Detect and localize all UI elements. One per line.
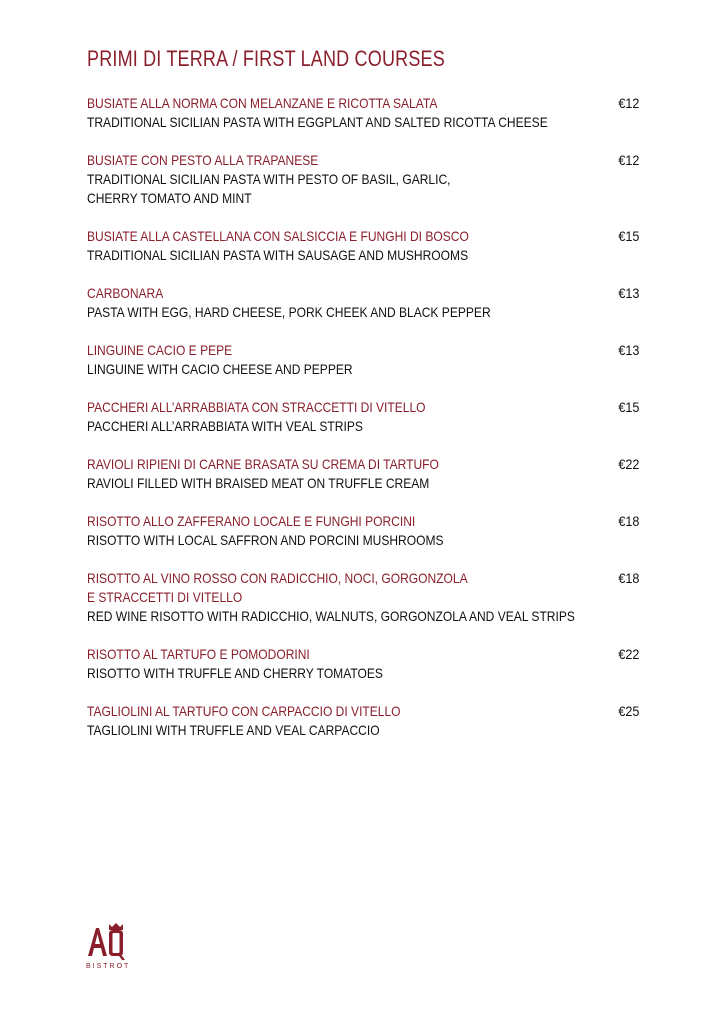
dish-name: TAGLIOLINI AL TARTUFO CON CARPACCIO DI VITELLO xyxy=(87,703,401,719)
dish-price: €12 xyxy=(617,95,639,111)
dish-name: RISOTTO ALLO ZAFFERANO LOCALE E FUNGHI PORCINI xyxy=(87,513,416,529)
dish-name: BUSIATE CON PESTO ALLA TRAPANESE xyxy=(87,152,319,168)
dish-description: PACCHERI ALL’ARRABBIATA WITH VEAL STRIPS xyxy=(87,418,363,434)
menu-item xyxy=(87,645,639,683)
dish-description: TRADITIONAL SICILIAN PASTA WITH EGGPLANT AND SALTED RICOTTA CHEESE xyxy=(87,114,548,130)
menu-item xyxy=(87,227,639,265)
dish-name: RISOTTO AL VINO ROSSO CON RADICCHIO, NOCI, GORGONZOLA xyxy=(87,570,468,586)
dish-name: LINGUINE CACIO E PEPE xyxy=(87,342,233,358)
dish-description: CHERRY TOMATO AND MINT xyxy=(87,190,252,206)
dish-description: TAGLIOLINI WITH TRUFFLE AND VEAL CARPACCIO xyxy=(87,722,380,738)
dish-price: €22 xyxy=(617,646,639,662)
menu-item xyxy=(87,569,639,626)
dish-price: €15 xyxy=(617,228,639,244)
menu-item xyxy=(87,94,639,132)
menu-list xyxy=(87,94,639,759)
menu-item xyxy=(87,284,639,322)
dish-name: RAVIOLI RIPIENI DI CARNE BRASATA SU CREMA DI TARTUFO xyxy=(87,456,439,472)
menu-item xyxy=(87,455,639,493)
menu-item xyxy=(87,151,639,208)
dish-description: RISOTTO WITH LOCAL SAFFRON AND PORCINI MUSHROOMS xyxy=(87,532,444,548)
dish-description: TRADITIONAL SICILIAN PASTA WITH SAUSAGE AND MUSHROOMS xyxy=(87,247,469,263)
dish-price: €18 xyxy=(617,513,639,529)
dish-description: RISOTTO WITH TRUFFLE AND CHERRY TOMATOES xyxy=(87,665,383,681)
aq-monogram-icon xyxy=(86,922,128,960)
dish-price: €15 xyxy=(617,399,639,415)
dish-price: €18 xyxy=(617,570,639,586)
dish-name: E STRACCETTI DI VITELLO xyxy=(87,589,243,605)
dish-description: TRADITIONAL SICILIAN PASTA WITH PESTO OF BASIL, GARLIC, xyxy=(87,171,451,187)
dish-name: BUSIATE ALLA CASTELLANA CON SALSICCIA E FUNGHI DI BOSCO xyxy=(87,228,469,244)
dish-name: PACCHERI ALL’ARRABBIATA CON STRACCETTI DI VITELLO xyxy=(87,399,426,415)
dish-price: €13 xyxy=(617,285,639,301)
menu-item xyxy=(87,512,639,550)
brand-logo xyxy=(86,922,131,970)
dish-name: BUSIATE ALLA NORMA CON MELANZANE E RICOTTA SALATA xyxy=(87,95,438,111)
dish-description: PASTA WITH EGG, HARD CHEESE, PORK CHEEK AND BLACK PEPPER xyxy=(87,304,491,320)
menu-item xyxy=(87,702,639,740)
menu-item xyxy=(87,398,639,436)
page-title: PRIMI DI TERRA / FIRST LAND COURSES xyxy=(87,46,445,71)
dish-price: €13 xyxy=(617,342,639,358)
dish-price: €25 xyxy=(617,703,639,719)
dish-name: RISOTTO AL TARTUFO E POMODORINI xyxy=(87,646,310,662)
dish-description: LINGUINE WITH CACIO CHEESE AND PEPPER xyxy=(87,361,353,377)
menu-item xyxy=(87,341,639,379)
dish-description: RAVIOLI FILLED WITH BRAISED MEAT ON TRUFFLE CREAM xyxy=(87,475,430,491)
dish-name: CARBONARA xyxy=(87,285,164,301)
dish-price: €12 xyxy=(617,152,639,168)
dish-price: €22 xyxy=(617,456,639,472)
dish-description: RED WINE RISOTTO WITH RADICCHIO, WALNUTS, GORGONZOLA AND VEAL STRIPS xyxy=(87,608,575,624)
logo-subtitle: BISTROT xyxy=(86,963,131,970)
